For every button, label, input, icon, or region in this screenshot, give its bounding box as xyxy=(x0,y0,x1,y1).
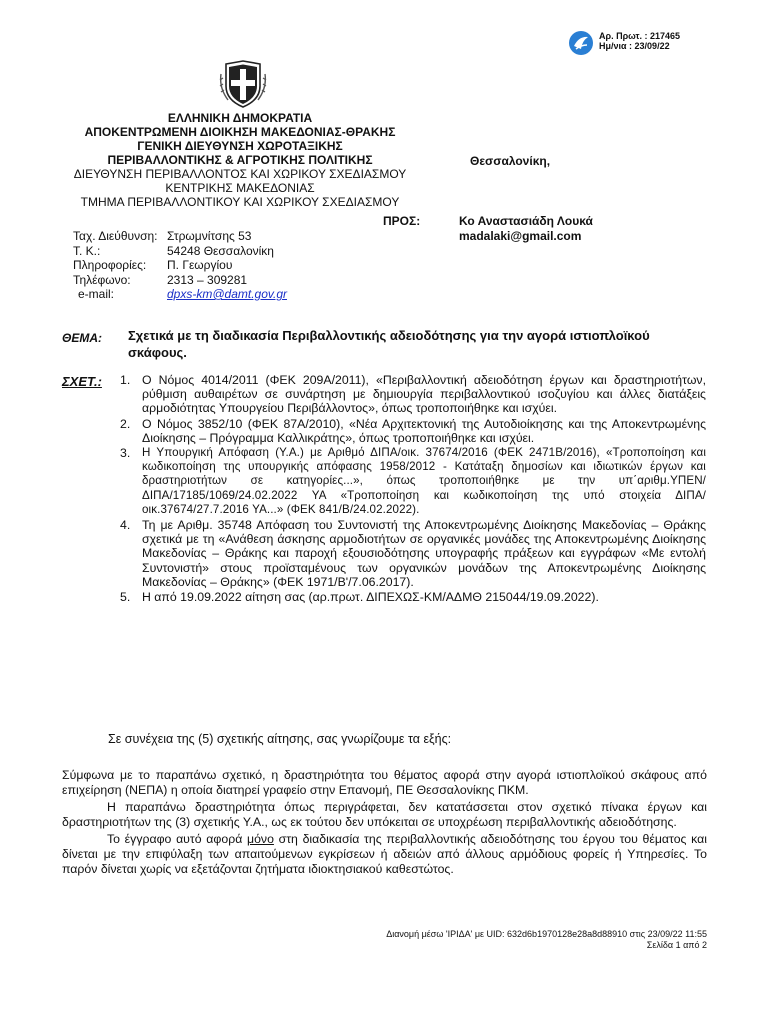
recipient-email: madalaki@gmail.com xyxy=(459,229,582,243)
reference-item xyxy=(120,373,706,416)
contact-info-row xyxy=(73,258,287,273)
document-body xyxy=(62,768,707,879)
references-label: ΣΧΕΤ.: xyxy=(62,374,102,389)
intro-sentence: Σε συνέχεια της (5) σχετικής αίτησης, σας γνωρίζουμε τα εξής: xyxy=(108,732,452,746)
contact-tk-label: Τ. Κ.: xyxy=(73,243,101,258)
header-line-directorate: ΔΙΕΥΘΥΝΣΗ ΠΕΡΙΒΑΛΛΟΝΤΟΣ ΚΑΙ ΧΩΡΙΚΟΥ ΣΧΕΔΙΑΣΜΟΥ xyxy=(73,167,407,181)
reference-item xyxy=(120,417,706,445)
contact-email-row xyxy=(73,287,287,302)
reference-number: 2. xyxy=(120,416,131,431)
header-line-general-directorate: ΓΕΝΙΚΗ ΔΙΕΥΘΥΝΣΗ ΧΩΡΟΤΑΞΙΚΗΣ xyxy=(137,139,343,153)
body-paragraph-2: Η παραπάνω δραστηριότητα όπως περιγράφεται, δεν κατατάσσεται στον σχετικό πίνακα έργων και δραστηριοτήτων της (3) σχετικής Υ.Α., ως εκ τούτου δεν υπόκειται σε υποχρέωση περιβαλλοντικής αδειοδότησης. xyxy=(62,800,707,829)
subject-label: ΘΕΜΑ: xyxy=(62,331,102,345)
reference-number: 3. xyxy=(120,446,131,461)
distribution-note: Διανομή μέσω 'ΙΡΙΔΑ' με UID: 632d6b1970128e28a8d88910 στις 23/09/22 11:55 xyxy=(386,929,707,939)
protocol-stamp xyxy=(599,31,680,51)
body-paragraph-3-start: Το έγγραφο αυτό αφορά xyxy=(107,832,247,847)
references-list xyxy=(120,373,706,605)
reference-number: 1. xyxy=(120,373,131,387)
contact-phone-row xyxy=(73,273,287,288)
reference-text: Η Υπουργική Απόφαση (Υ.Α.) με Αριθμό ΔΙΠΑ/οικ. 37674/2016 (ΦΕΚ 2471Β/2016), «Τροποποίηση και κωδικοποίηση της υπουργικής απόφασης 1958/2012 - Κατάταξη δημοσίων και ιδιωτικών έργων και δραστηριοτήτων σε κατηγορίες...», όπως τροποποιήθηκε με την υπ΄αριθμ.ΥΠΕΝ/ΔΙΠΑ/17185/1069/24.02.2022 ΥΑ «Τροποποίηση και κωδικοποίηση της υπό στοιχεία ΔΙΠΑ/οικ.37674/27.7.2016 ΥΑ...» (ΦΕΚ 841/Β/24.02.2022). xyxy=(142,446,706,516)
header-line-department: ΤΜΗΜΑ ΠΕΡΙΒΑΛΛΟΝΤΙΚΟΥ ΚΑΙ ΧΩΡΙΚΟΥ ΣΧΕΔΙΑΣΜΟΥ xyxy=(80,195,400,209)
header-line-policy: ΠΕΡΙΒΑΛΛΟΝΤΙΚΗΣ & ΑΓΡΟΤΙΚΗΣ ΠΟΛΙΤΙΚΗΣ xyxy=(107,153,373,167)
protocol-date: Ημ/νια : 23/09/22 xyxy=(599,41,670,51)
reference-item xyxy=(120,446,706,517)
contact-email-link[interactable]: dpxs-km@damt.gov.gr xyxy=(167,287,287,301)
reference-number: 5. xyxy=(120,590,131,605)
iris-logo-icon xyxy=(568,30,594,56)
contact-address-row xyxy=(73,229,287,244)
city-date: Θεσσαλονίκη, xyxy=(470,154,551,168)
recipient-name: Κο Αναστασιάδη Λουκά xyxy=(459,214,593,228)
reference-text: Τη με Αριθμ. 35748 Απόφαση του Συντονιστή της Αποκεντρωμένης Διοίκησης Μακεδονίας – Θράκης σχετικά με τη «Ανάθεση άσκησης αρμοδιοτήτων σε οργανικές μονάδες της Αποκεντρωμένης Διοίκησης Μακεδονίας – Θράκης και παροχή εξουσιοδότησης υπογραφής πράξεων και εγγράφων «Με εντολή Συντονιστή» στους προϊσταμένους των οργανικών μονάδων της Αποκεντρωμένης Διοίκησης Μακεδονίας – Θράκης» (ΦΕΚ 1971/Β'/7.06.2017). xyxy=(142,518,706,589)
reference-item xyxy=(120,518,706,589)
contact-block xyxy=(73,229,287,302)
reference-text: Ο Νόμος 4014/2011 (ΦΕΚ 209Α/2011), «Περιβαλλοντική αδειοδότηση έργων και δραστηριοτήτων, ρύθμιση αυθαιρέτων σε συνάρτηση με δημιουργία περιβαλλοντικού ισοζυγίου και άλλες διατάξεις αρμοδιότητας Υπουργείου Περιβάλλοντος», όπως τροποποιήθηκε και ισχύει. xyxy=(142,373,706,416)
issuer-header xyxy=(60,111,420,209)
reference-number: 4. xyxy=(120,518,131,533)
subject-text: Σχετικά με τη διαδικασία Περιβαλλοντικής αδειοδότησης για την αγορά ιστιοπλοϊκού σκάφους. xyxy=(128,328,650,360)
reference-text: Ο Νόμος 3852/10 (ΦΕΚ 87Α/2010), «Νέα Αρχιτεκτονική της Αυτοδιοίκησης και της Αποκεντρωμένης Διοίκησης – Πρόγραμμα Καλλικράτης», όπως τροποποιήθηκε και ισχύει. xyxy=(142,416,706,445)
contact-email-label: e-mail: xyxy=(78,287,115,301)
contact-address-value: Στρωμνίτσης 53 xyxy=(167,229,252,243)
header-line-republic: ΕΛΛΗΝΙΚΗ ΔΗΜΟΚΡΑΤΙΑ xyxy=(167,111,313,125)
contact-tk-value: 54248 Θεσσαλονίκη xyxy=(167,243,274,258)
page-number: Σελίδα 1 από 2 xyxy=(646,940,707,950)
recipient-block xyxy=(459,214,593,244)
body-paragraph-1: Σύμφωνα με το παραπάνω σχετικό, η δραστηριότητα του θέματος αφορά στην αγορά ιστιοπλοϊκού σκάφους από επιχείρηση (ΝΕΠΑ) η οποία διατηρεί γραφείο στην Επανομή, ΠΕ Θεσσαλονίκης ΠΚΜ. xyxy=(62,768,707,797)
reference-item xyxy=(120,590,706,604)
body-emphasis-only: μόνο xyxy=(247,832,274,847)
contact-info-value: Π. Γεωργίου xyxy=(167,258,233,272)
protocol-number: Αρ. Πρωτ. : 217465 xyxy=(599,31,681,41)
contact-info-label: Πληροφορίες: xyxy=(73,258,147,272)
contact-tk-row xyxy=(73,244,287,259)
contact-phone-value: 2313 – 309281 xyxy=(167,272,248,287)
contact-phone-label: Τηλέφωνο: xyxy=(73,272,131,287)
page-footer xyxy=(260,929,707,951)
greek-emblem-icon xyxy=(218,60,268,108)
contact-address-label: Ταχ. Διεύθυνση: xyxy=(73,229,158,243)
body-paragraph-3-end: στη διαδικασία της περιβαλλοντικής αδειοδότησης του έργου του θέματος και δίνεται με την επιφύλαξη των απαιτούμενων εγκρίσεων ή αδειών από άλλους αρμόδιους φορείς ή Υπηρεσίες. Το παρόν δίνεται χωρίς να εξετάζονται ζητήματα ιδιοκτησιακού καθεστώτος. xyxy=(62,832,708,876)
header-line-administration: ΑΠΟΚΕΝΤΡΩΜΕΝΗ ΔΙΟΙΚΗΣΗ ΜΑΚΕΔΟΝΙΑΣ-ΘΡΑΚΗΣ xyxy=(84,125,396,139)
header-line-region: ΚΕΝΤΡΙΚΗΣ ΜΑΚΕΔΟΝΙΑΣ xyxy=(165,181,315,195)
reference-text: Η από 19.09.2022 αίτηση σας (αρ.πρωτ. ΔΙΠΕΧΩΣ-ΚΜ/ΑΔΜΘ 215044/19.09.2022). xyxy=(142,590,599,605)
recipient-label: ΠΡΟΣ: xyxy=(383,214,421,228)
body-paragraph-3 xyxy=(62,832,707,876)
